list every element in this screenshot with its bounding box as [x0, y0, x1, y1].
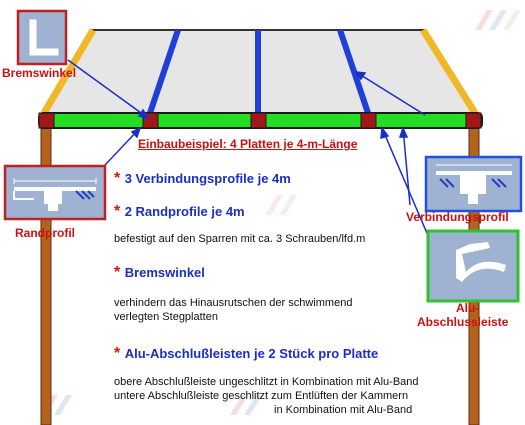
item-bremswinkel — [114, 264, 205, 282]
item-head: Alu-Abschlußleisten je 2 Stück pro Platte — [124, 346, 379, 361]
item-head: 2 Randprofile je 4m — [124, 204, 245, 219]
item-alu-abschlussleisten — [114, 345, 378, 363]
item-line: befestigt auf den Sparren mit ca. 3 Schrauben/lfd.m — [114, 233, 366, 245]
verbindungsprofil-label: Verbindungsprofil — [406, 210, 509, 224]
bullet-star: * — [114, 203, 121, 220]
item-head: 3 Verbindungsprofile je 4m — [124, 171, 291, 186]
alu-label-line1: Alu- — [456, 301, 480, 315]
item-line: obere Abschlußleiste ungeschlitzt in Kombination mit Alu-Band — [114, 376, 419, 388]
bullet-star: * — [114, 345, 121, 362]
item-line: in Kombination mit Alu-Band — [274, 404, 413, 416]
clip-4 — [361, 113, 376, 128]
randprofil-callout — [5, 166, 105, 219]
item-verbindungsprofile — [114, 170, 291, 188]
item-head: Bremswinkel — [124, 265, 205, 280]
alu-abschlussleiste-callout — [428, 231, 518, 301]
clip-5 — [466, 113, 481, 128]
bullet-star: * — [114, 170, 121, 187]
diagram-title: Einbaubeispiel: 4 Platten je 4-m-Länge — [138, 137, 358, 151]
alu-label-line2: Abschlussleiste — [417, 315, 509, 329]
bremswinkel-label: Bremswinkel — [2, 66, 77, 80]
item-line: verlegten Stegplatten — [114, 311, 218, 323]
verbindungsprofil-callout — [426, 157, 521, 211]
randprofil-label: Randprofil — [15, 226, 75, 240]
item-line: untere Abschlußleiste geschlitzt zum Entlüften der Kammern — [114, 390, 409, 402]
clip-3 — [251, 113, 266, 128]
bremswinkel-callout — [18, 11, 66, 64]
bullet-star: * — [114, 264, 121, 281]
clip-1 — [39, 113, 54, 128]
item-randprofile — [114, 203, 245, 221]
item-line: verhindern das Hinausrutschen der schwimmend — [114, 297, 353, 309]
